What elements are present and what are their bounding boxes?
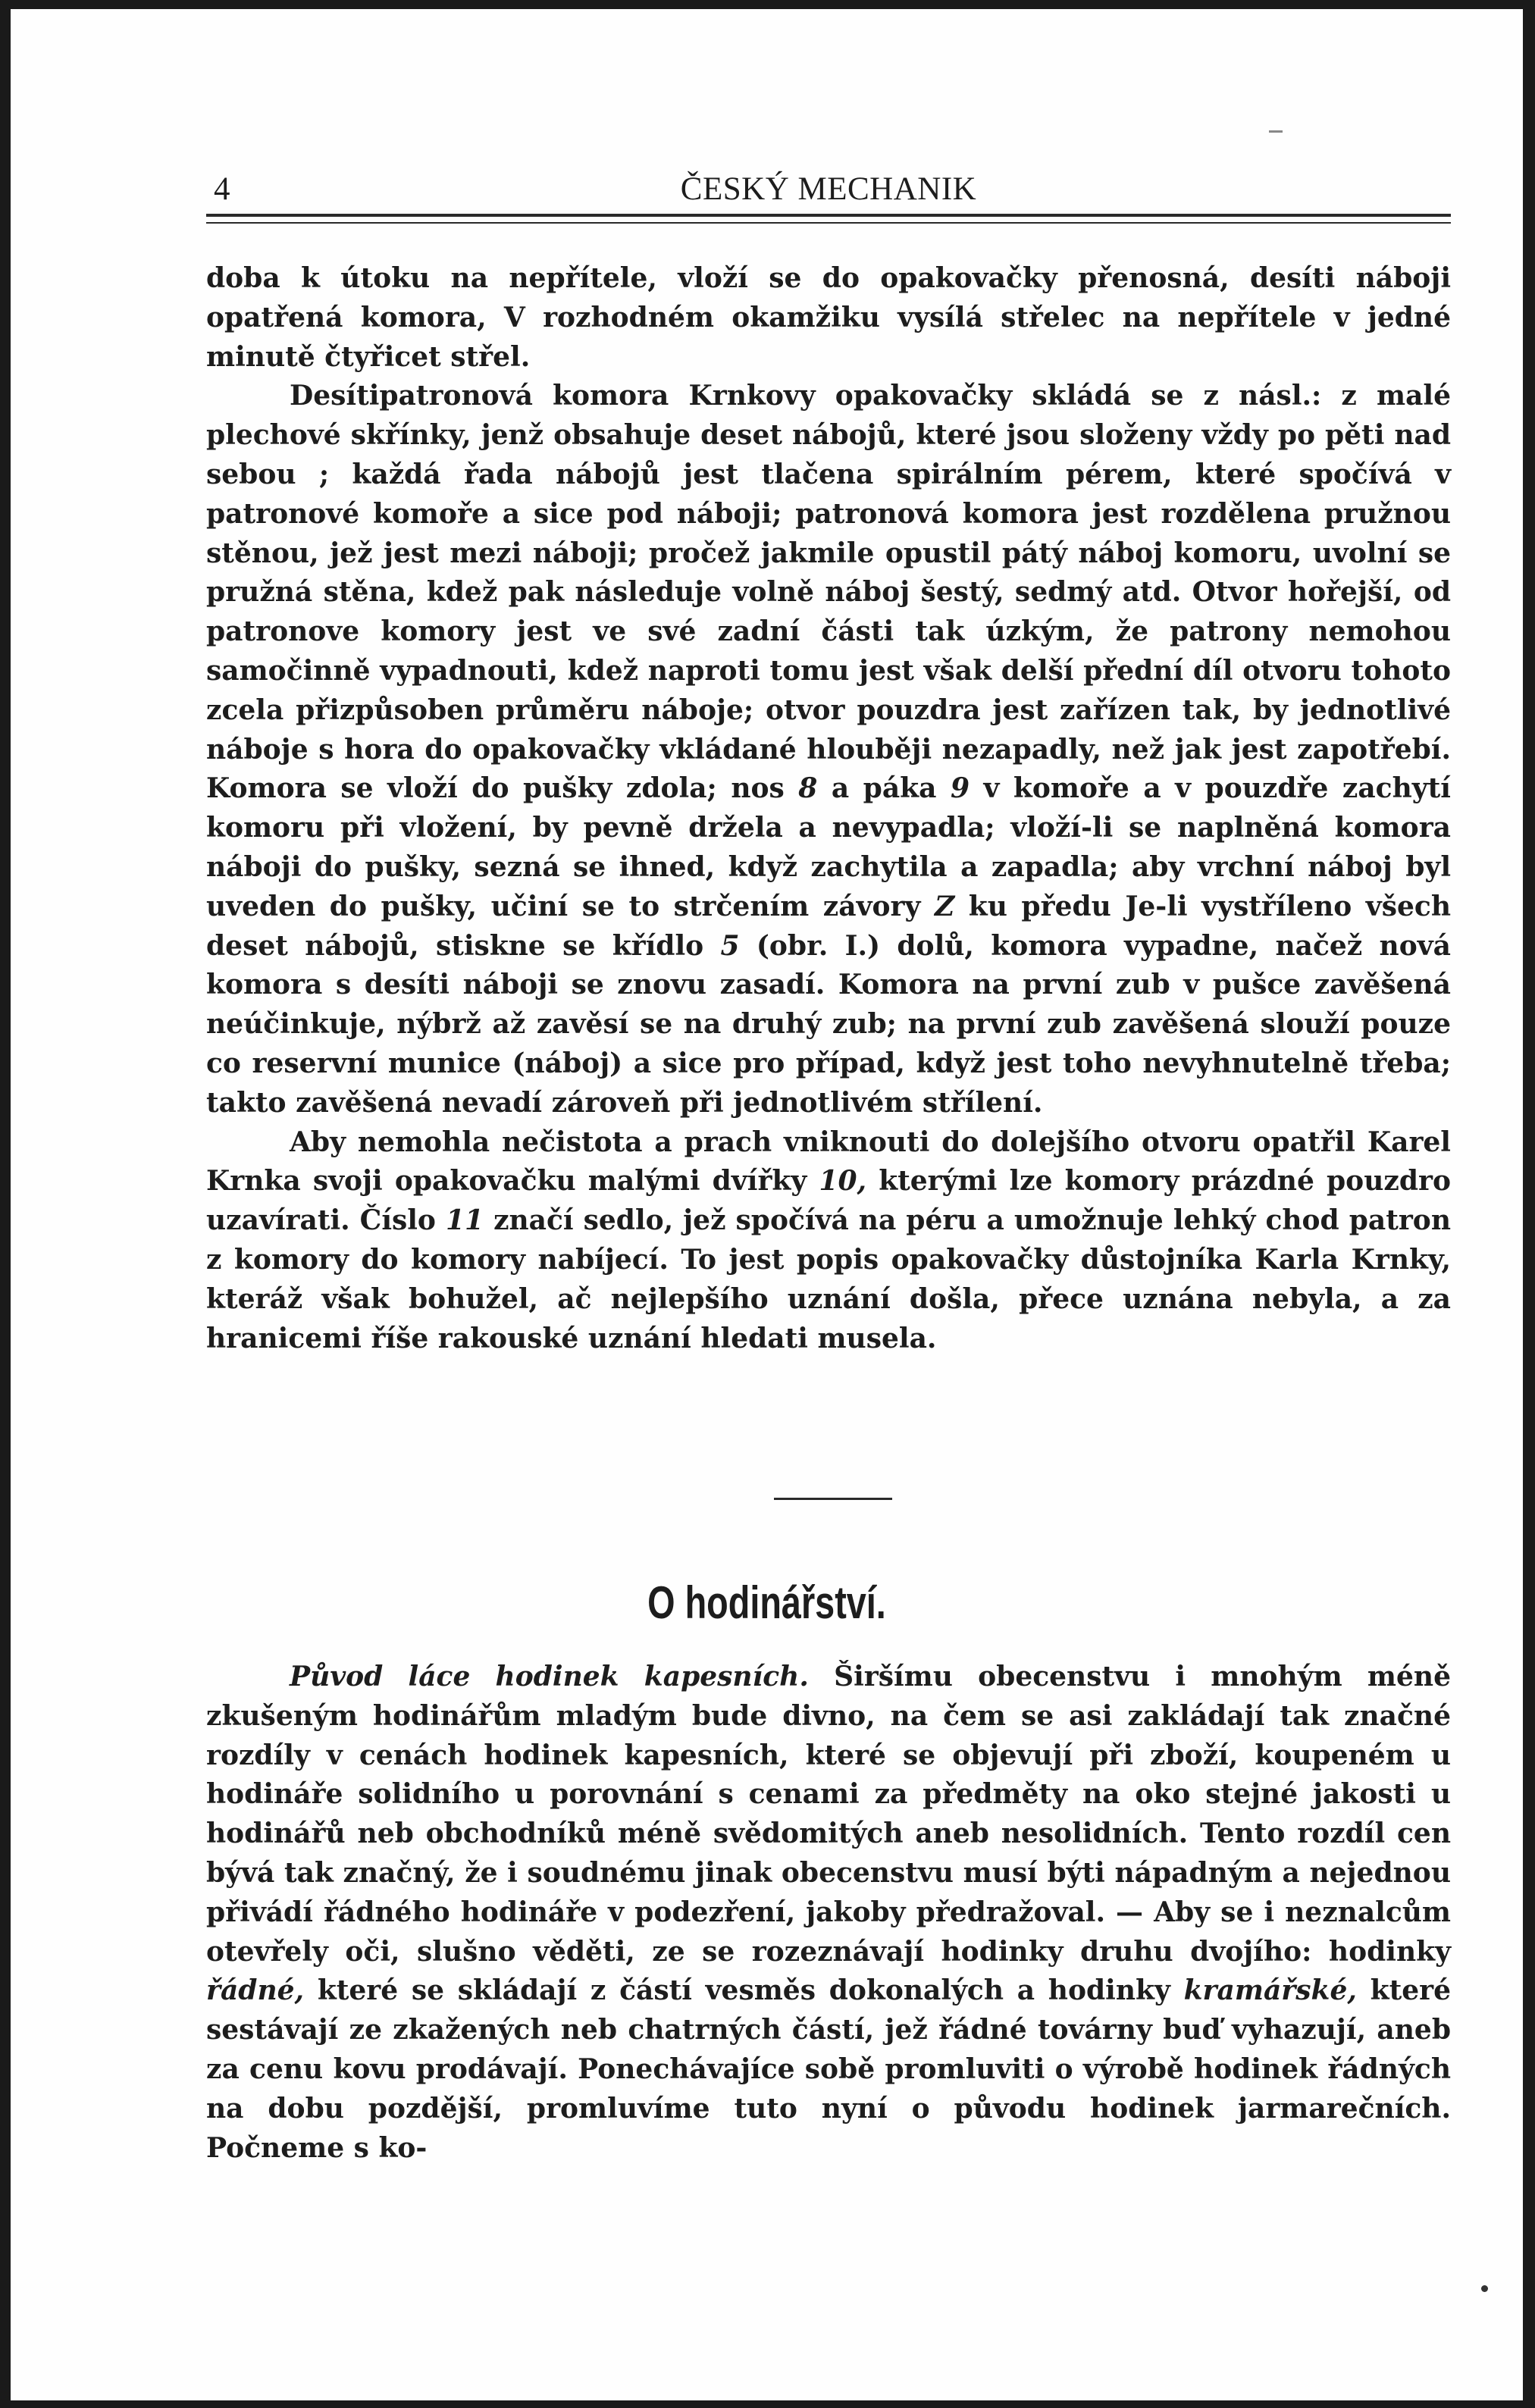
paragraph bbox=[206, 377, 1451, 1123]
scan-dot bbox=[1481, 2285, 1488, 2292]
figure-ref: 10, bbox=[819, 1165, 867, 1198]
figure-ref: 5 bbox=[720, 929, 740, 962]
paragraph-text: doba k útoku na nepřítele, vloží se do opakovačky přenosná, desíti náboji opatřená komora, V rozhodném okamžiku vysílá střelec na nepřítele v jedné minutě čtyřicet střel. bbox=[206, 262, 1451, 373]
article-krnka-repeater bbox=[206, 259, 1451, 1358]
figure-ref: 11 bbox=[445, 1204, 484, 1237]
scan-mark bbox=[1269, 130, 1283, 133]
paragraph-text: kterými lze komory prázdné pouzdro uzavírati. Číslo bbox=[206, 1165, 1451, 1237]
paragraph-text: které sestávají ze zkažených neb chatrných částí, jež řádné továrny buď vyhazují, aneb za cenu kovu prodávají. Ponechávajíce sobě promluviti o výrobě hodinek řádných na dobu pozdější, promluvíme tuto nyní o původu hodinek jarmarečních. Počneme s ko- bbox=[206, 1974, 1451, 2164]
paragraph-text: v komoře a v pouzdře zachytí komoru při vložení, by pevně držela a nevypadla; vloží-li se naplněná komora náboji do pušky, sezná se ihned, když zachytila a zapadla; aby vrchní náboj byl uveden do pušky, učiní se to strčením závory bbox=[206, 772, 1451, 922]
paragraph-text: (obr. I.) dolů, komora vypadne, načež nová komora s desíti náboji se znovu zasadí. Komora na první zub v pušce zavěšená neúčinkuje, nýbrž až zavěsí se na druhý zub; na první zub zavěšená slouží pouze co reservní munice (náboj) a sice pro případ, když jest toho nevyhnutelně třeba; takto zavěšená nevadí zároveň při jednotlivém střílení. bbox=[206, 929, 1451, 1119]
paragraph-text: Desítipatronová komora Krnkovy opakovačky skládá se z násl.: z malé plechové skřínky, jenž obsahuje deset nábojů, které jsou složeny vždy po pěti nad sebou ; každá řada nábojů jest tlačena spirálním pérem, které spočívá v patronové komoře a sice pod náboji; patronová komora jest rozdělena pružnou stěnou, jež jest mezi náboji; pročež jakmile opustil pátý náboj komoru, uvolní se pružná stěna, kdež pak následuje volně náboj šestý, sedmý atd. Otvor hořejší, od patronove komory jest ve své zadní části tak úzkým, že patrony nemohou samočinně vypadnouti, kdež naproti tomu jest však delší přední díl otvoru tohoto zcela přizpůsoben průměru náboje; otvor pouzdra jest zařízen tak, by jednotlivé náboje s hora do opakovačky vkládané hlouběji nezapadly, než jak jest zapotřebí. Komora se vloží do pušky zdola; nos bbox=[206, 380, 1451, 805]
section-divider bbox=[774, 1498, 892, 1500]
article-watchmaking bbox=[206, 1658, 1451, 2168]
page-number: 4 bbox=[214, 171, 230, 207]
paragraph-text: Aby nemohla nečistota a prach vniknouti do dolejšího otvoru opatřil Karel Krnka svoji opakovačku malými dvířky bbox=[206, 1126, 1451, 1198]
paragraph-text: značí sedlo, jež spočívá na péru a umožnuje lehký chod patron z komory do komory nabíjecí. To jest popis opakovačky důstojníka Karla Krnky, kteráž však bohužel, ač nejlepšího uznání došla, přece uznána nebyla, a za hranicemi říše rakouské uznání hledati musela. bbox=[206, 1204, 1451, 1354]
paragraph bbox=[206, 1658, 1451, 2168]
page-header bbox=[206, 164, 1451, 210]
section-title: O hodinářství. bbox=[647, 1577, 886, 1628]
figure-ref: 9 bbox=[950, 772, 970, 805]
paragraph bbox=[206, 1123, 1451, 1359]
figure-ref: 8 bbox=[798, 772, 818, 805]
emphasis: kramářské, bbox=[1183, 1974, 1357, 2007]
emphasis: řádné, bbox=[206, 1974, 305, 2007]
paragraph-text: a páka bbox=[831, 772, 937, 805]
header-rule bbox=[206, 214, 1451, 224]
figure-ref: Z bbox=[934, 890, 955, 922]
running-title: ČESKÝ MECHANIK bbox=[680, 171, 977, 207]
paragraph-lead: Původ láce hodinek kapesních. bbox=[290, 1661, 809, 1692]
paragraph-text: Širšímu obecenstvu i mnohým méně zkušeným hodinářům mladým bude divno, na čem se asi zakládají tak značné rozdíly v cenách hodinek kapesních, které se objevují při zboží, koupeném u hodináře solidního u porovnání s cenami za předměty na oko stejné jakosti u hodinářů neb obchodníků méně svědomitých aneb nesolidních. Tento rozdíl cen bývá tak značný, že i soudnému jinak obecenstvu musí býti nápadným a nejednou přivádí řádného hodináře v podezření, jakoby předražoval. — Aby se i neznalcům otevřely oči, slušno věděti, ze se rozeznávají hodinky druhu dvojího: hodinky bbox=[206, 1661, 1451, 1968]
paragraph-text: které se skládají z částí vesměs dokonalých a hodinky bbox=[317, 1974, 1170, 2007]
paragraph-text: ku předu Je-li vystříleno všech deset nábojů, stiskne se křídlo bbox=[206, 890, 1451, 962]
paragraph bbox=[206, 259, 1451, 377]
